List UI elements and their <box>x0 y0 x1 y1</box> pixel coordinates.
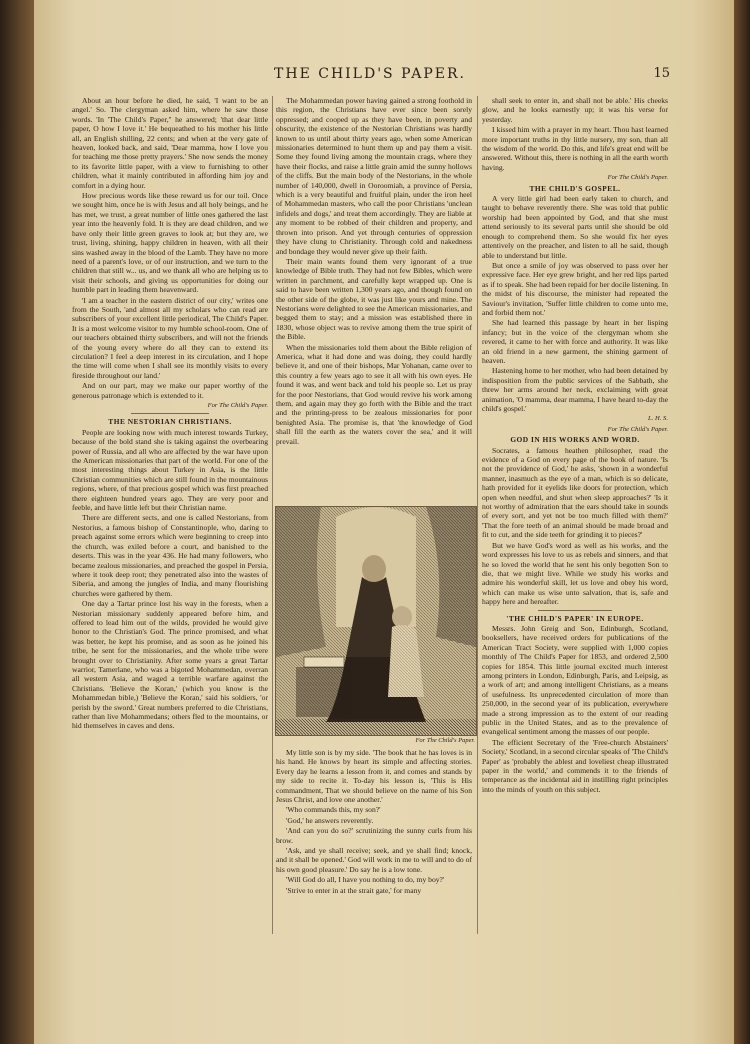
paragraph: A very little girl had been early taken to church, and taught to behave reverently there. She was told that public worship had been appointed by God, and that she must attend seriously to its several parts until she should be old enough to comprehend them. So she would fix her eyes attentively on the preacher, and listen to all he said, though able to understand but little. <box>482 194 668 260</box>
article-heading: GOD IN HIS WORKS AND WORD. <box>510 435 640 445</box>
column-rule-right <box>477 96 478 934</box>
paragraph: About an hour before he died, he said, 'I want to be an angel.' So. The clergyman asked him, where he saw those words. 'In 'The Child's Paper,'' he answered; 'that dear little paper, O how I love it.' He bequeathed to his mother his little all, an English shilling, 22 cents; and when at the very gate of heaven, looked back, and said, 'Dear mamma, how I love you for teaching me those pretty prayers.' She now sends the money to its favorite little paper, with a view to furnishing to other children, what it mainly contributed in affording him joy and comfort in a dying hour. <box>72 96 268 190</box>
article-heading: 'THE CHILD'S PAPER' IN EUROPE. <box>506 613 644 623</box>
paragraph: But we have God's word as well as his works, and the word expresses his love to us as rebels and sinners, and that he so loved the world that he sent his only begotten Son to die, that we might live. While we study his works and admire his wonderful skill, let us love and obey his word, which can make us wise unto salvation, that is, safe and happy here and hereafter. <box>482 540 668 607</box>
paragraph: Hastening home to her mother, who had been detained by indisposition from the public services of the Sabbath, she threw her arms around her neck, exclaiming with great animation, 'O mamma, dear mamma, I have heard to-day the child's gospel.' <box>482 366 668 413</box>
middle-column-top <box>276 96 472 500</box>
divider <box>131 413 209 414</box>
paragraph: My little son is by my side. 'The book that he has loves is in his hand. He knows by heart its simple and affecting stories. Every day he learns a lesson from it, and comes and stands by my side to recite it. To-day his lesson is, 'This is His commandment, That we should believe on the name of his Son Jesus Christ, and love one another.' <box>276 748 472 805</box>
paragraph: 'Ask, and ye shall receive; seek, and ye shall find; knock, and it shall be opened.' God will work in me to will and to do of his own good pleasure.' Do say he is a low tone. <box>276 846 472 874</box>
illustration-credit: For The Child's Paper. <box>415 737 475 744</box>
paragraph: Messrs. John Greig and Son, Edinburgh, Scotland, booksellers, have received orders for publications of the American Tract Society, were supplied with 1,000 copies monthly of The Child's Paper for 1853, and ordered 2,500 copies for 1854. This little journal excited much interest among printers in London, Edinburgh, Paris, and Leipsig, as a work of art; and among intelligent Christians, as a means of usefulness. Its unprecedented circulation of more than 250,000, in the second year of its publication, everywhere made a strong impression as to the extent of our reading public in the United States, and as to the prevalence of evangelical sentiment among the masses of our people. <box>482 623 668 737</box>
article-heading: THE CHILD'S GOSPEL. <box>529 183 621 193</box>
running-head <box>70 66 670 84</box>
paragraph: Their main wants found them very ignorant of a true knowledge of Bible truth. They had not few Bibles, which were written in parchment, and carefully kept wrapped up. One is said to have been written 1,300 years ago, and though found on the other side of the globe, it was just like yours and mine. The Nestorians were delighted to see the American missionaries, and begged them to stay; and a mission was established there in 1830, whose object was to revive among them the true spirit of the Bible. <box>276 256 472 342</box>
paragraph: And on our part, may we make our paper worthy of the generous patronage which is extended to it. <box>72 381 268 400</box>
book-binding <box>0 0 34 1044</box>
article-credit: For The Child's Paper. <box>207 402 268 409</box>
paragraph: 'Who commands this, my son?' <box>286 805 381 815</box>
column-rule-left <box>272 96 273 934</box>
paragraph: Socrates, a famous heathen philosopher, read the evidence of a God on every page of the book of nature. 'Is not the providence of God,' he asks, 'shown in a wonderful manner, inasmuch as the eye of a man, which is so delicate, hath provided for it eyelids like doors for protection, which open when needful, and shut when sleep approaches?' 'Is it not worthy of admiration that the ears should take in sounds of every sort, and yet not be too much filled with them?' 'That the fore teeth of an animal should be made broad and fit to cut, and the side teeth for grinding it to pieces?' <box>482 445 668 540</box>
paragraph: One day a Tartar prince lost his way in the forests, when a Nestorian missionary suddenly appeared before him, and offered to lead him out of the wilds, provided he would give honor to the Christian's God. The prince promised, and what was better, he kept his promise, and as soon as he joined his tribe, he sent for the missionaries, and the whole tribe were brought over to Christianity. After some years a great Tartar warrior, Tamerlane, who was a bigoted Mohammedan, overran all western Asia, and waged a terrible warfare against the Christians. 'Believe the Koran,' (which you know is the Mohammedan bible,) 'Believe the Koran,' said his soldiers, 'or perish by the sword.' Great numbers preferred to die Christians, rather than live Mohammedans; others fled to the mountains, or hid themselves in caves and dens. <box>72 599 268 731</box>
paragraph: But once a smile of joy was observed to pass over her expressive face. Her eye grew bright, and her red lips parted as if to speak. She had been repaid for her docile listening. In the midst of his discourse, the minister had repeated the Saviour's invitation, 'Suffer little children to come unto me, and forbid them not.' <box>482 260 668 317</box>
left-column <box>72 96 268 936</box>
paragraph: 'God,' he answers reverently. <box>286 815 374 825</box>
paragraph: The efficient Secretary of the 'Free-church Abstainers' Society,' Scotland, in a second circular speaks of 'The Child's Paper' as 'probably the ablest and loveliest cheap illustrated paper in the world,' and commends it to the friends of temperance as the incidental aid in instilling right principles into the minds of youth on this subject. <box>482 737 668 794</box>
paragraph: She had learned this passage by heart in her lisping infancy; but in the voice of the clergyman whom she revered, it came to her with force and authority. It was like an old friend in a new garment, the shining garment of heaven. <box>482 318 668 365</box>
paragraph: When the missionaries told them about the Bible religion of America, what it had done and was doing, they could hardly believe it, and one of their bishops, Mar Yohanan, came over to this country a few years ago to see it all with his own eyes. He found it was, and went back and told his people so. Let us pray for the poor Nestorians, that God would revive his work among them, and again may they go forth with the Bible and the tract and the printing-press to be zealous missionaries for poor benighted Asia. The promise is, that 'the knowledge of God shall fill the earth as the waters cover the sea,' and it will prevail. <box>276 342 472 446</box>
article-heading: THE NESTORIAN CHRISTIANS. <box>108 417 232 427</box>
article-credit: For The Child's Paper. <box>607 425 668 433</box>
middle-column-bottom <box>276 748 472 934</box>
engraving-illustration <box>275 506 477 736</box>
article-credit: For The Child's Paper. <box>607 174 668 182</box>
page-number: 15 <box>653 66 670 81</box>
page-title: THE CHILD'S PAPER. <box>274 66 466 82</box>
paragraph: 'Strive to enter in at the strait gate,' for many <box>286 885 422 895</box>
paragraph: How precious words like these reward us for our toil. Once we sought him, once he is with Jesus and all holy beings, and he has met, we trust, a great number of little ones gathered the last year into the heavenly fold. It is they are dead children, and we have only their little green graves to look at; but they are, we trust, living, shining, happy children in heaven, with all their sins washed away in the blood of the Lamb. They have no more need of a parent's love, or of our instruction, and we turn to the children that still w... us, and we thank all who are helping us to visit their schools, and giving us opportunities for doing our humble part in leading them heavenward. <box>72 191 268 295</box>
paragraph: The Mohammedan power having gained a strong foothold in this region, the Christians have ever since been sorely oppressed; and cooped up as they have been, in poverty and obscurity, the existence of the Nestorian Christians was hardly known to us until about thirty years ago, when some American missionaries determined to hunt them up and pay them a visit. Some they found living among the mountain crags, where they have their flocks, and raise a little grain amid the sunny hollows of the cliffs. But the main body of the Nestorians, in the whole number of 140,000, dwell in Ooroomiah, a province of Persia, which is a very beautiful and fruitful plain, under the iron heel of Mohammedan masters, who call the poor Christians 'unclean infidels and dogs,' and treat them accordingly. They are liable at any moment to be robbed of their children and property, and thrown into prison. And yet through centuries of oppression they have clung to Christianity. Through cold and nakedness and bondage they would never give up their faith. <box>276 96 472 256</box>
paragraph: There are different sects, and one is called Nestorians, from Nestorius, a famous bishop of Constantinople, who, daring to preach against some errors which were beginning to creep into the church, was exiled before a court, and banished to the deserts. This was in the year 436. He had many followers, who became zealous missionaries, and preached the gospel in Persia, where it took deep root; they penetrated also into the wastes of Siberia, and among the jungles of India, and many flourishing churches were gathered by them. <box>72 513 268 598</box>
paragraph: shall seek to enter in, and shall not be able.' His cheeks glow, and he looks earnestly up; it was his verse for yesterday. <box>482 96 668 124</box>
signature: L. H. S. <box>648 415 668 423</box>
divider <box>538 610 612 611</box>
paragraph: People are looking now with much interest towards Turkey, because of the bold stand she is taking against the overbearing power of Russia, and all who are affected by the war have upon the American missionaries that part of the world. For one of the most interesting things about Turkey in Asia, is the little Christian communities which are still found in the mountainous regions, where, of that precious gospel which was first preached there eighteen hundred years ago. They are very poor and feeble, and have little left but their Christian name. <box>72 427 268 513</box>
page-edge <box>734 0 750 1044</box>
paragraph: 'And can you do so?' scrutinizing the sunny curls from his brow. <box>276 826 472 845</box>
right-column <box>482 96 668 936</box>
paragraph: I kissed him with a prayer in my heart. Thou hast learned more important truths in thy little nursery, my son, than all the wisdom of the world. Do this, and life's great end will be answered. Without this, there is nothing in all the earth worth having. <box>482 125 668 172</box>
paragraph: 'I am a teacher in the eastern district of our city,' writes one from the South, 'and almost all my scholars who can read are subscribers of your excellent little periodical, The Child's Paper. It is a most welcome visitor to my humble school-room. One of our teachers obtained thirty subscribers, and will not the friends of the young every where do all they can to extend its circulation? I feel a deep interest in its circulation, and I hope the time will come when I shall see its monthly visits to every fireside throughout our land.' <box>72 295 268 380</box>
paragraph: 'Will God do all, I have you nothing to do, my boy?' <box>286 875 445 885</box>
